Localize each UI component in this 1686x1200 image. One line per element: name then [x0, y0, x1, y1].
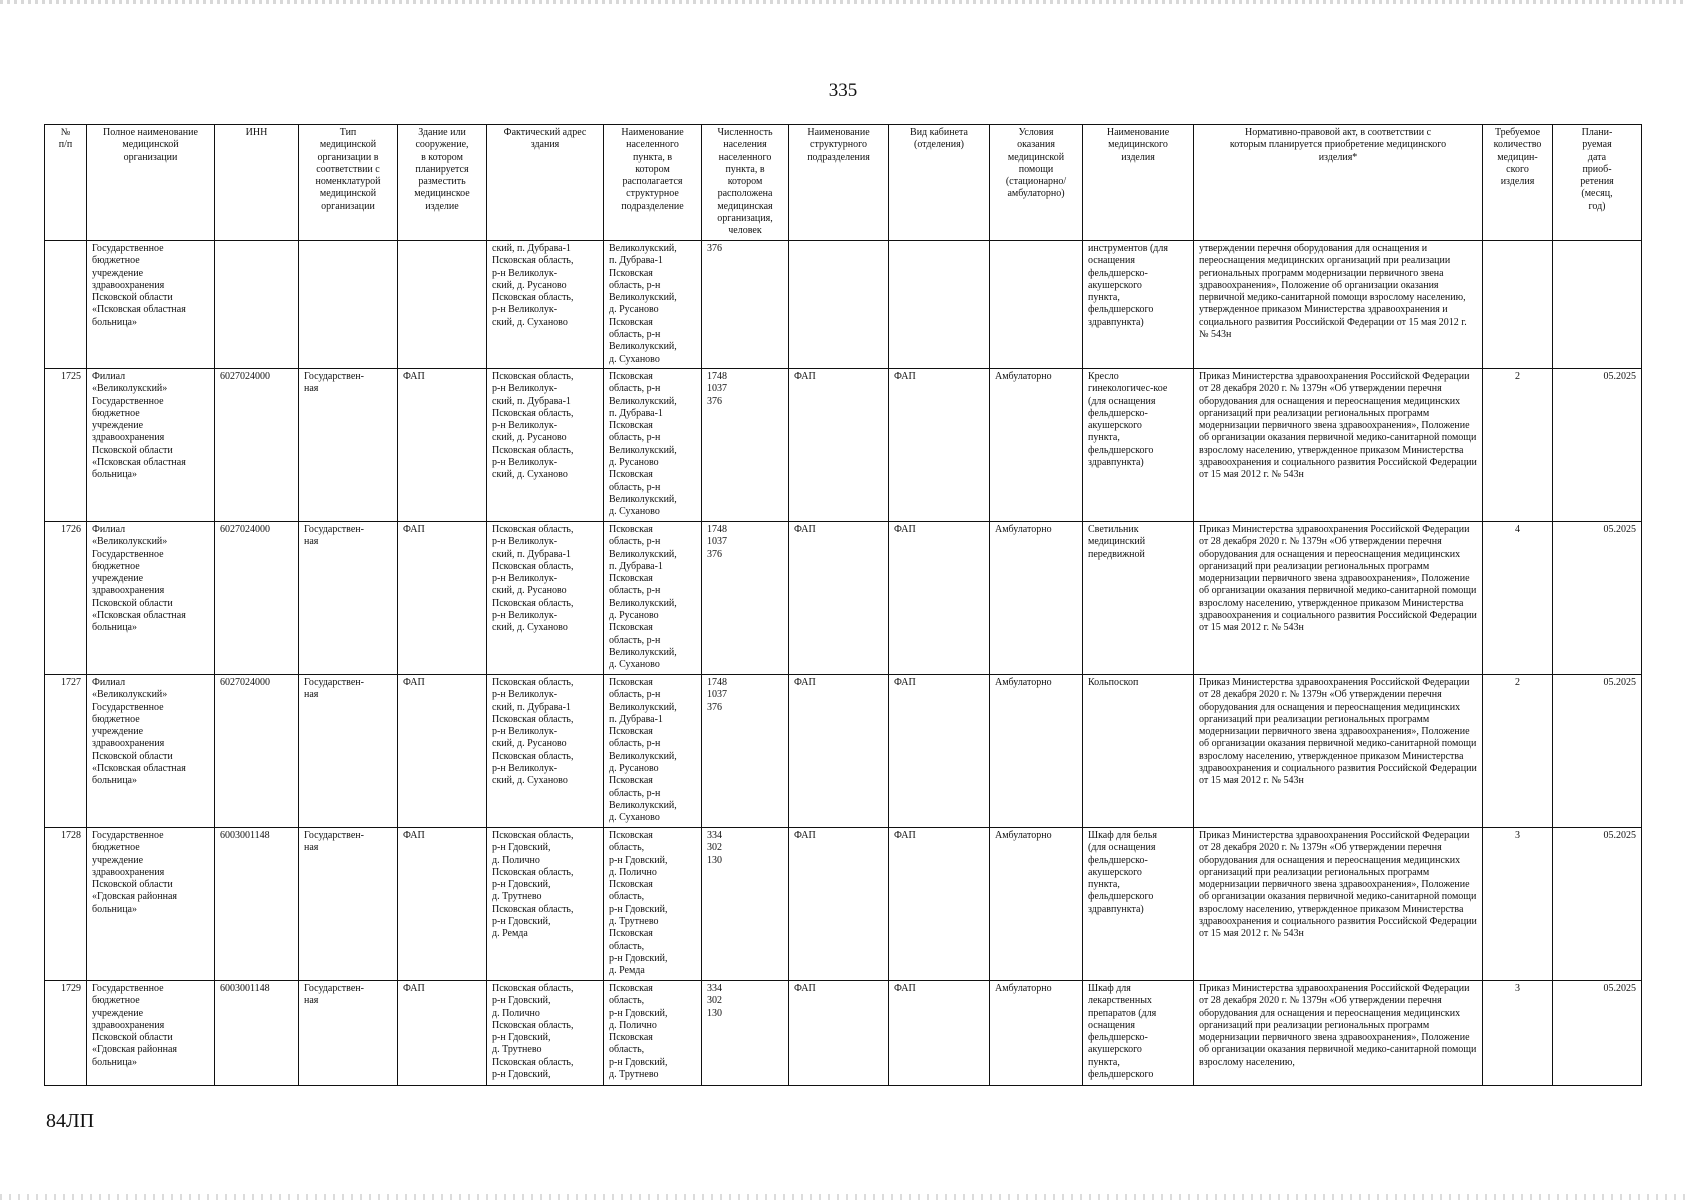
cell-building: [398, 241, 487, 369]
cell-population: 1748 1037 376: [702, 521, 789, 674]
cell-address: Псковская область, р-н Гдовский, д. Полично Псковская область, р-н Гдовский, д. Трутнево Псковская область, р-н Гдовский, д. Ремда: [487, 827, 604, 980]
cell-unit: ФАП: [789, 980, 889, 1085]
cell-quantity: 3: [1483, 980, 1553, 1085]
table-row: [45, 980, 1642, 1085]
equipment-table: [44, 124, 1642, 1086]
cell-building: ФАП: [398, 368, 487, 521]
col-header-building: Здание или сооружение, в котором планируется разместить медицинское изделие: [398, 125, 487, 241]
cell-device: инструментов (для оснащения фельдшерско- акушерского пункта, фельдшерского здравпункта): [1083, 241, 1194, 369]
cell-cabinet: ФАП: [889, 368, 990, 521]
cell-conditions: Амбулаторно: [990, 674, 1083, 827]
cell-org-type: [299, 241, 398, 369]
cell-quantity: 2: [1483, 368, 1553, 521]
cell-inn: 6027024000: [215, 674, 299, 827]
scan-edge-bottom: [0, 1194, 1686, 1200]
cell-unit: ФАП: [789, 827, 889, 980]
col-header-address: Фактический адрес здания: [487, 125, 604, 241]
page-number: 335: [828, 80, 858, 101]
cell-quantity: [1483, 241, 1553, 369]
cell-number: 1725: [45, 368, 87, 521]
cell-cabinet: ФАП: [889, 980, 990, 1085]
cell-population: 376: [702, 241, 789, 369]
cell-date: 05.2025: [1553, 368, 1642, 521]
cell-building: ФАП: [398, 980, 487, 1085]
col-header-cabinet: Вид кабинета (отделения): [889, 125, 990, 241]
cell-legal-act: утверждении перечня оборудования для оснащения и переоснащения медицинских организаций при реализации региональных программ модернизации первичного звена здравоохранения», Положение об организации оказания первичной медико-санитарной помощи взрослому населению, утвержденное приказом Министерства здравоохранения и социального развития Российской Федерации от 15 мая 2012 г. № 543н: [1194, 241, 1483, 369]
cell-locality: Псковская область, р-н Гдовский, д. Полично Псковская область, р-н Гдовский, д. Трутнево: [604, 980, 702, 1085]
table-row: [45, 674, 1642, 827]
col-header-number: № п/п: [45, 125, 87, 241]
col-header-conditions: Условия оказания медицинской помощи (стационарно/ амбулаторно): [990, 125, 1083, 241]
cell-org-type: Государствен- ная: [299, 827, 398, 980]
cell-locality: Великолукский, п. Дубрава-1 Псковская область, р-н Великолукский, д. Русаново Псковская область, р-н Великолукский, д. Суханово: [604, 241, 702, 369]
cell-number: [45, 241, 87, 369]
cell-device: Шкаф для белья (для оснащения фельдшерско- акушерского пункта, фельдшерского здравпункта): [1083, 827, 1194, 980]
cell-cabinet: ФАП: [889, 674, 990, 827]
cell-date: [1553, 241, 1642, 369]
cell-legal-act: Приказ Министерства здравоохранения Российской Федерации от 28 декабря 2020 г. № 1379н «Об утверждении перечня оборудования для оснащения и переоснащения медицинских организаций при реализации региональных программ модернизации первичного звена здравоохранения», Положение об организации оказания первичной медико-санитарной помощи взрослому населению, утвержденное приказом Министерства здравоохранения и социального развития Российской Федерации от 15 мая 2012 г. № 543н: [1194, 827, 1483, 980]
col-header-unit: Наименование структурного подразделения: [789, 125, 889, 241]
cell-date: 05.2025: [1553, 980, 1642, 1085]
cell-inn: 6003001148: [215, 980, 299, 1085]
cell-org-type: Государствен- ная: [299, 521, 398, 674]
cell-number: 1727: [45, 674, 87, 827]
cell-org-name: Филиал «Великолукский» Государственное бюджетное учреждение здравоохранения Псковской области «Псковская областная больница»: [87, 521, 215, 674]
cell-locality: Псковская область, р-н Великолукский, п. Дубрава-1 Псковская область, р-н Великолукский, д. Русаново Псковская область, р-н Великолукский, д. Суханово: [604, 674, 702, 827]
scan-edge-top: [0, 0, 1686, 4]
cell-device: Кольпоскоп: [1083, 674, 1194, 827]
col-header-org-type: Тип медицинской организации в соответствии с номенклатурой медицинской организации: [299, 125, 398, 241]
cell-address: Псковская область, р-н Великолук- ский, п. Дубрава-1 Псковская область, р-н Великолук- ский, д. Русаново Псковская область, р-н Великолук- ский, д. Суханово: [487, 368, 604, 521]
cell-org-name: Филиал «Великолукский» Государственное бюджетное учреждение здравоохранения Псковской области «Псковская областная больница»: [87, 368, 215, 521]
cell-inn: 6027024000: [215, 521, 299, 674]
cell-org-type: Государствен- ная: [299, 368, 398, 521]
cell-conditions: Амбулаторно: [990, 827, 1083, 980]
table-row: [45, 827, 1642, 980]
cell-conditions: Амбулаторно: [990, 521, 1083, 674]
cell-quantity: 4: [1483, 521, 1553, 674]
cell-unit: ФАП: [789, 674, 889, 827]
cell-unit: ФАП: [789, 368, 889, 521]
cell-number: 1729: [45, 980, 87, 1085]
cell-building: ФАП: [398, 827, 487, 980]
col-header-locality: Наименование населенного пункта, в котором располагается структурное подразделение: [604, 125, 702, 241]
cell-device: Светильник медицинский передвижной: [1083, 521, 1194, 674]
cell-org-name: Государственное бюджетное учреждение здравоохранения Псковской области «Гдовская районная больница»: [87, 827, 215, 980]
cell-locality: Псковская область, р-н Гдовский, д. Полично Псковская область, р-н Гдовский, д. Трутнево Псковская область, р-н Гдовский, д. Ремда: [604, 827, 702, 980]
cell-org-name: Государственное бюджетное учреждение здравоохранения Псковской области «Псковская областная больница»: [87, 241, 215, 369]
table-row: [45, 241, 1642, 369]
cell-quantity: 2: [1483, 674, 1553, 827]
cell-inn: 6027024000: [215, 368, 299, 521]
cell-conditions: Амбулаторно: [990, 368, 1083, 521]
cell-number: 1728: [45, 827, 87, 980]
cell-device: Шкаф для лекарственных препаратов (для оснащения фельдшерско- акушерского пункта, фельдшерского: [1083, 980, 1194, 1085]
table-row: [45, 521, 1642, 674]
cell-population: 334 302 130: [702, 827, 789, 980]
table-row: [45, 368, 1642, 521]
col-header-population: Численность населения населенного пункта, в котором расположена медицинская организация, человек: [702, 125, 789, 241]
cell-population: 334 302 130: [702, 980, 789, 1085]
cell-legal-act: Приказ Министерства здравоохранения Российской Федерации от 28 декабря 2020 г. № 1379н «Об утверждении перечня оборудования для оснащения и переоснащения медицинских организаций при реализации региональных программ модернизации первичного звена здравоохранения», Положение об организации оказания первичной медико-санитарной помощи взрослому населению, утвержденное приказом Министерства здравоохранения и социального развития Российской Федерации от 15 мая 2012 г. № 543н: [1194, 674, 1483, 827]
cell-locality: Псковская область, р-н Великолукский, п. Дубрава-1 Псковская область, р-н Великолукский, д. Русаново Псковская область, р-н Великолукский, д. Суханово: [604, 368, 702, 521]
cell-locality: Псковская область, р-н Великолукский, п. Дубрава-1 Псковская область, р-н Великолукский, д. Русаново Псковская область, р-н Великолукский, д. Суханово: [604, 521, 702, 674]
cell-address: Псковская область, р-н Великолук- ский, п. Дубрава-1 Псковская область, р-н Великолук- ский, д. Русаново Псковская область, р-н Великолук- ский, д. Суханово: [487, 521, 604, 674]
cell-address: ский, п. Дубрава-1 Псковская область, р-н Великолук- ский, д. Русаново Псковская область, р-н Великолук- ский, д. Суханово: [487, 241, 604, 369]
cell-legal-act: Приказ Министерства здравоохранения Российской Федерации от 28 декабря 2020 г. № 1379н «Об утверждении перечня оборудования для оснащения и переоснащения медицинских организаций при реализации региональных программ модернизации первичного звена здравоохранения», Положение об организации оказания первичной медико-санитарной помощи взрослому населению, утвержденное приказом Министерства здравоохранения и социального развития Российской Федерации от 15 мая 2012 г. № 543н: [1194, 521, 1483, 674]
cell-org-name: Государственное бюджетное учреждение здравоохранения Псковской области «Гдовская районная больница»: [87, 980, 215, 1085]
cell-org-type: Государствен- ная: [299, 674, 398, 827]
col-header-device: Наименование медицинского изделия: [1083, 125, 1194, 241]
cell-conditions: Амбулаторно: [990, 980, 1083, 1085]
cell-population: 1748 1037 376: [702, 674, 789, 827]
cell-legal-act: Приказ Министерства здравоохранения Российской Федерации от 28 декабря 2020 г. № 1379н «Об утверждении перечня оборудования для оснащения и переоснащения медицинских организаций при реализации региональных программ модернизации первичного звена здравоохранения», Положение об организации оказания первичной медико-санитарной помощи взрослому населению, утвержденное приказом Министерства здравоохранения и социального развития Российской Федерации от 15 мая 2012 г. № 543н: [1194, 368, 1483, 521]
cell-building: ФАП: [398, 674, 487, 827]
cell-unit: [789, 241, 889, 369]
cell-date: 05.2025: [1553, 674, 1642, 827]
cell-address: Псковская область, р-н Гдовский, д. Полично Псковская область, р-н Гдовский, д. Трутнево Псковская область, р-н Гдовский,: [487, 980, 604, 1085]
cell-date: 05.2025: [1553, 827, 1642, 980]
cell-unit: ФАП: [789, 521, 889, 674]
cell-cabinet: [889, 241, 990, 369]
cell-cabinet: ФАП: [889, 521, 990, 674]
col-header-org-name: Полное наименование медицинской организации: [87, 125, 215, 241]
cell-address: Псковская область, р-н Великолук- ский, п. Дубрава-1 Псковская область, р-н Великолук- ский, д. Русаново Псковская область, р-н Великолук- ский, д. Суханово: [487, 674, 604, 827]
cell-legal-act: Приказ Министерства здравоохранения Российской Федерации от 28 декабря 2020 г. № 1379н «Об утверждении перечня оборудования для оснащения и переоснащения медицинских организаций при реализации региональных программ модернизации первичного звена здравоохранения», Положение об организации оказания первичной медико-санитарной помощи взрослому населению,: [1194, 980, 1483, 1085]
cell-cabinet: ФАП: [889, 827, 990, 980]
cell-inn: [215, 241, 299, 369]
cell-population: 1748 1037 376: [702, 368, 789, 521]
cell-date: 05.2025: [1553, 521, 1642, 674]
col-header-inn: ИНН: [215, 125, 299, 241]
footer-code: 84ЛП: [46, 1110, 95, 1132]
cell-device: Кресло гинекологичес-кое (для оснащения фельдшерско- акушерского пункта, фельдшерского здравпункта): [1083, 368, 1194, 521]
col-header-quantity: Требуемое количество медицин- ского изделия: [1483, 125, 1553, 241]
cell-inn: 6003001148: [215, 827, 299, 980]
cell-number: 1726: [45, 521, 87, 674]
table-header-row: [45, 125, 1642, 241]
cell-quantity: 3: [1483, 827, 1553, 980]
cell-building: ФАП: [398, 521, 487, 674]
cell-conditions: [990, 241, 1083, 369]
col-header-legal-act: Нормативно-правовой акт, в соответствии с которым планируется приобретение медицинского изделия*: [1194, 125, 1483, 241]
col-header-date: Плани- руемая дата приоб- ретения (месяц, год): [1553, 125, 1642, 241]
cell-org-type: Государствен- ная: [299, 980, 398, 1085]
cell-org-name: Филиал «Великолукский» Государственное бюджетное учреждение здравоохранения Псковской области «Псковская областная больница»: [87, 674, 215, 827]
